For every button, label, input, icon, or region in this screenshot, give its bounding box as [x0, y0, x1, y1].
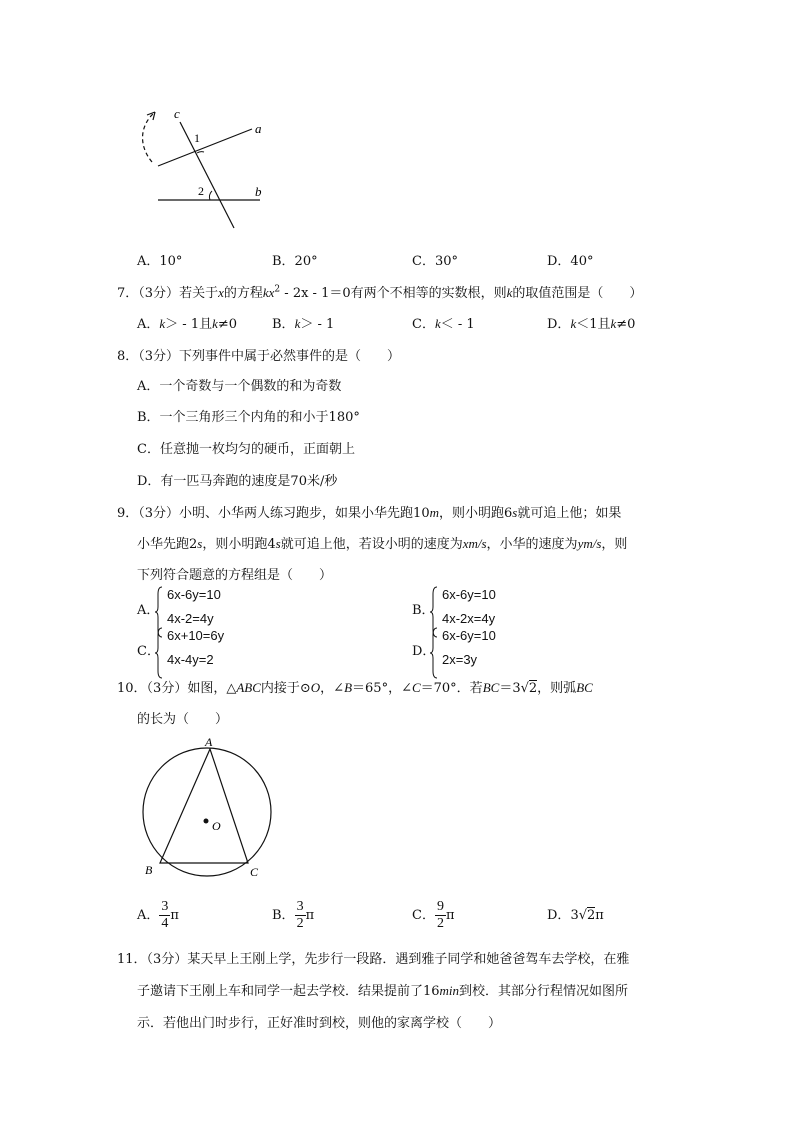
brace-icon — [155, 627, 163, 679]
angle-1-arc — [197, 152, 204, 153]
q8-stem: 8．（3分）下列事件中属于必然事件的是（ ） — [117, 349, 401, 364]
label-b: B — [145, 863, 153, 877]
q11-stem-line-1: 11．（3分）某天早上王刚上学，先步行一段路．遇到雅子同学和她爸爸驾车去学校，在雅 — [117, 952, 630, 967]
parallel-lines-figure — [130, 100, 280, 235]
label-angle-2: 2 — [198, 184, 204, 198]
sqrt-symbol: √ — [520, 681, 529, 696]
q7-option-d: D．k＜1且k≠0 — [547, 316, 636, 332]
label-c: C — [250, 865, 259, 879]
line-c — [180, 122, 234, 228]
q6-option-b: B．20° — [272, 254, 318, 269]
q8-option-c: C．任意抛一枚均匀的硬币，正面朝上 — [137, 442, 355, 457]
q10-stem-line-1: 10．（3分）如图，△ABC内接于⊙O，∠B＝65°，∠C＝70°．若BC＝3√2，则弧BC — [117, 680, 593, 696]
q7-option-b: B．k＞ - 1 — [272, 316, 335, 332]
q7-stem: 7．（3分）若关于x的方程$kx^2 - 2x - 1=0$有两个不相等的实数根，则k的取值范围是（ ） — [117, 284, 643, 301]
label-c: c — [174, 106, 180, 121]
q7-option-a: A．k＞ - 1且k≠0 — [137, 316, 238, 332]
q8-option-a: A．一个奇数与一个偶数的和为奇数 — [137, 379, 342, 394]
q9-option-a: A． 6x-6y=10 4x-2=4y — [137, 586, 337, 642]
q9-option-d: D． 6x-6y=10 2x=3y — [412, 627, 612, 683]
label-angle-1: 1 — [194, 131, 200, 145]
q6-option-d: D．40° — [547, 254, 594, 269]
q8-option-b: B．一个三角形三个内角的和小于180° — [137, 410, 360, 425]
q9-option-c: C． 6x+10=6y 4x-4y=2 — [137, 627, 337, 683]
q10-option-c: C． $\frac{9}{2}$ π — [412, 899, 455, 931]
sqrt-symbol: √ — [578, 908, 588, 923]
q7-option-c: C．k＜ - 1 — [412, 316, 475, 332]
q8-option-d: D．有一匹马奔跑的速度是70米/秒 — [137, 474, 338, 489]
label-a: a — [255, 121, 262, 136]
label-o: O — [212, 819, 221, 833]
triangle-abc — [160, 749, 248, 863]
q11-stem-line-3: 示．若他出门时步行，正好准时到校，则他的家离学校（ ） — [137, 1016, 502, 1031]
q10-option-a: A． $\frac{3}{4}$ π — [137, 899, 179, 931]
q6-option-c: C．30° — [412, 254, 458, 269]
center-point — [204, 819, 209, 824]
angle-2-arc — [209, 191, 212, 200]
q10-option-d: D．3√2π — [547, 908, 604, 923]
q9-stem-line-1: 9．（3分）小明、小华两人练习跑步，如果小华先跑10m，则小明跑6s就可追上他；如果 — [117, 505, 622, 521]
brace-icon — [430, 627, 438, 679]
circle-triangle-figure — [130, 735, 290, 885]
label-b: b — [255, 184, 262, 199]
q9-stem-line-3: 下列符合题意的方程组是（ ） — [137, 568, 333, 583]
q9-option-b: B． 6x-6y=10 4x-2x=4y — [412, 586, 612, 642]
q9-stem-line-2: 小华先跑2s，则小明跑4s就可追上他，若设小明的速度为xm/s，小华的速度为ym/s，则 — [137, 536, 628, 552]
q10-option-b: B． $\frac{3}{2}$ π — [272, 899, 315, 931]
q10-stem-line-2: 的长为（ ） — [137, 712, 229, 727]
q11-stem-line-2: 子邀请下王刚上车和同学一起去学校．结果提前了16min到校．其部分行程情况如图所 — [137, 983, 629, 999]
line-a — [158, 129, 252, 166]
label-a: A — [205, 735, 213, 749]
q6-option-a: A．10° — [137, 254, 183, 269]
